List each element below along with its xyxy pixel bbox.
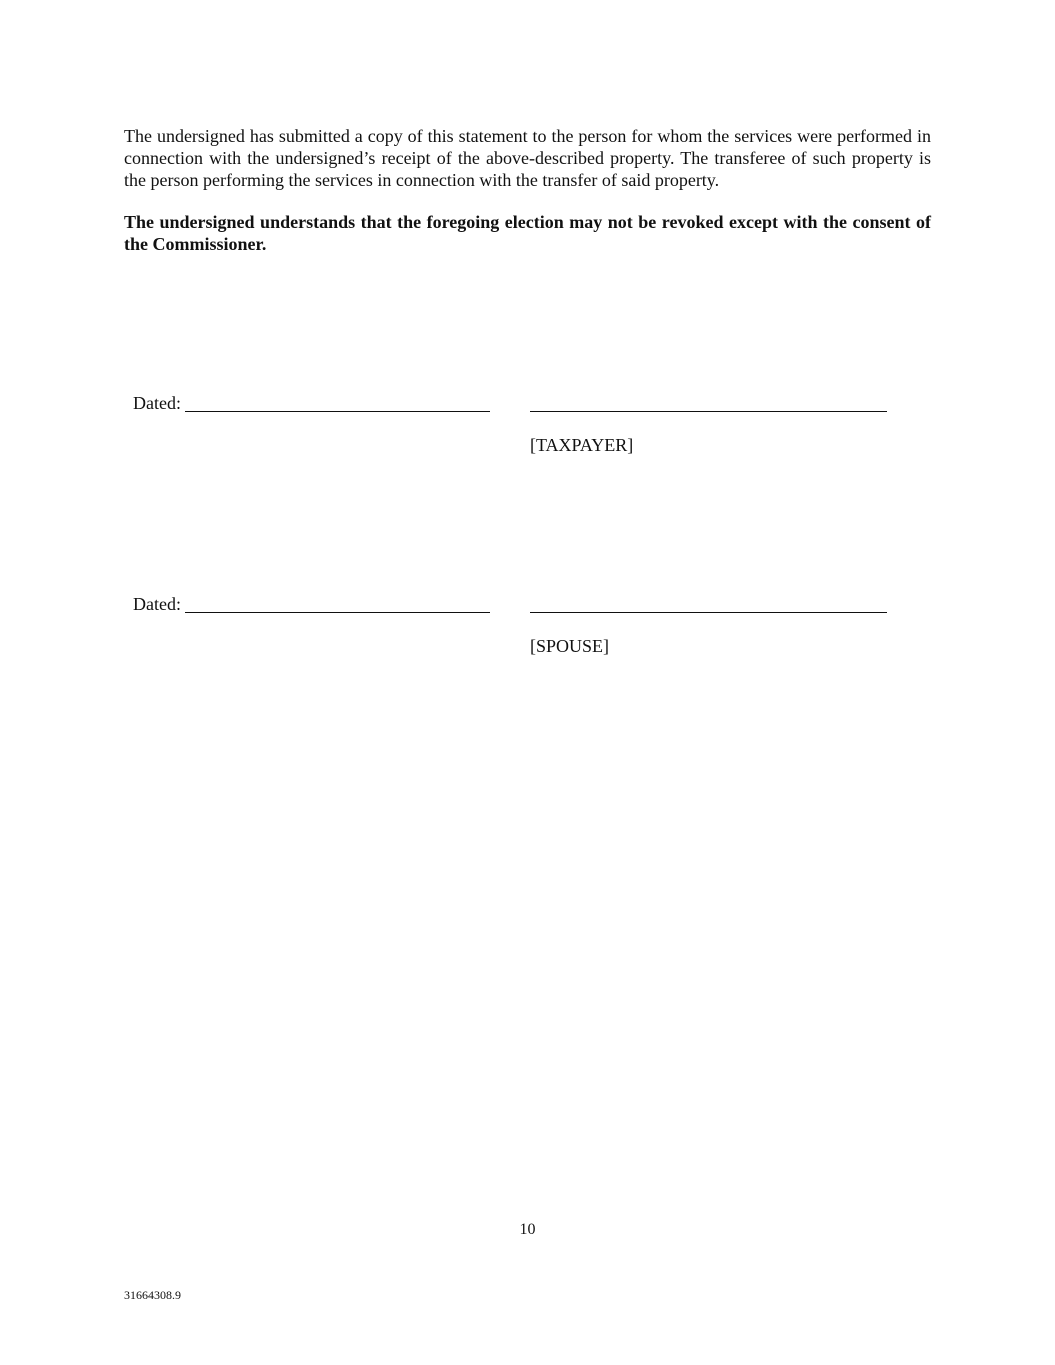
date-line [185, 612, 490, 613]
page-number: 10 [519, 1221, 536, 1238]
signature-caption: [SPOUSE] [530, 636, 610, 656]
signature-line [530, 411, 887, 412]
signature-caption: [TAXPAYER] [530, 435, 634, 455]
date-line [185, 411, 490, 412]
submission-statement-paragraph: The undersigned has submitted a copy of this statement to the person for whom the services were performed in connection with the undersigned’s receipt of the above-described property. The transferee of such property is the person performing the services in connection with the transfer of said property. [124, 126, 931, 190]
dated-label: Dated: [133, 594, 181, 614]
signature-line [530, 612, 887, 613]
dated-label: Dated: [133, 393, 181, 413]
document-id: 31664308.9 [124, 1288, 181, 1302]
revocation-notice-paragraph: The undersigned understands that the foregoing election may not be revoked except with the consent of the Commissioner. [124, 212, 931, 254]
